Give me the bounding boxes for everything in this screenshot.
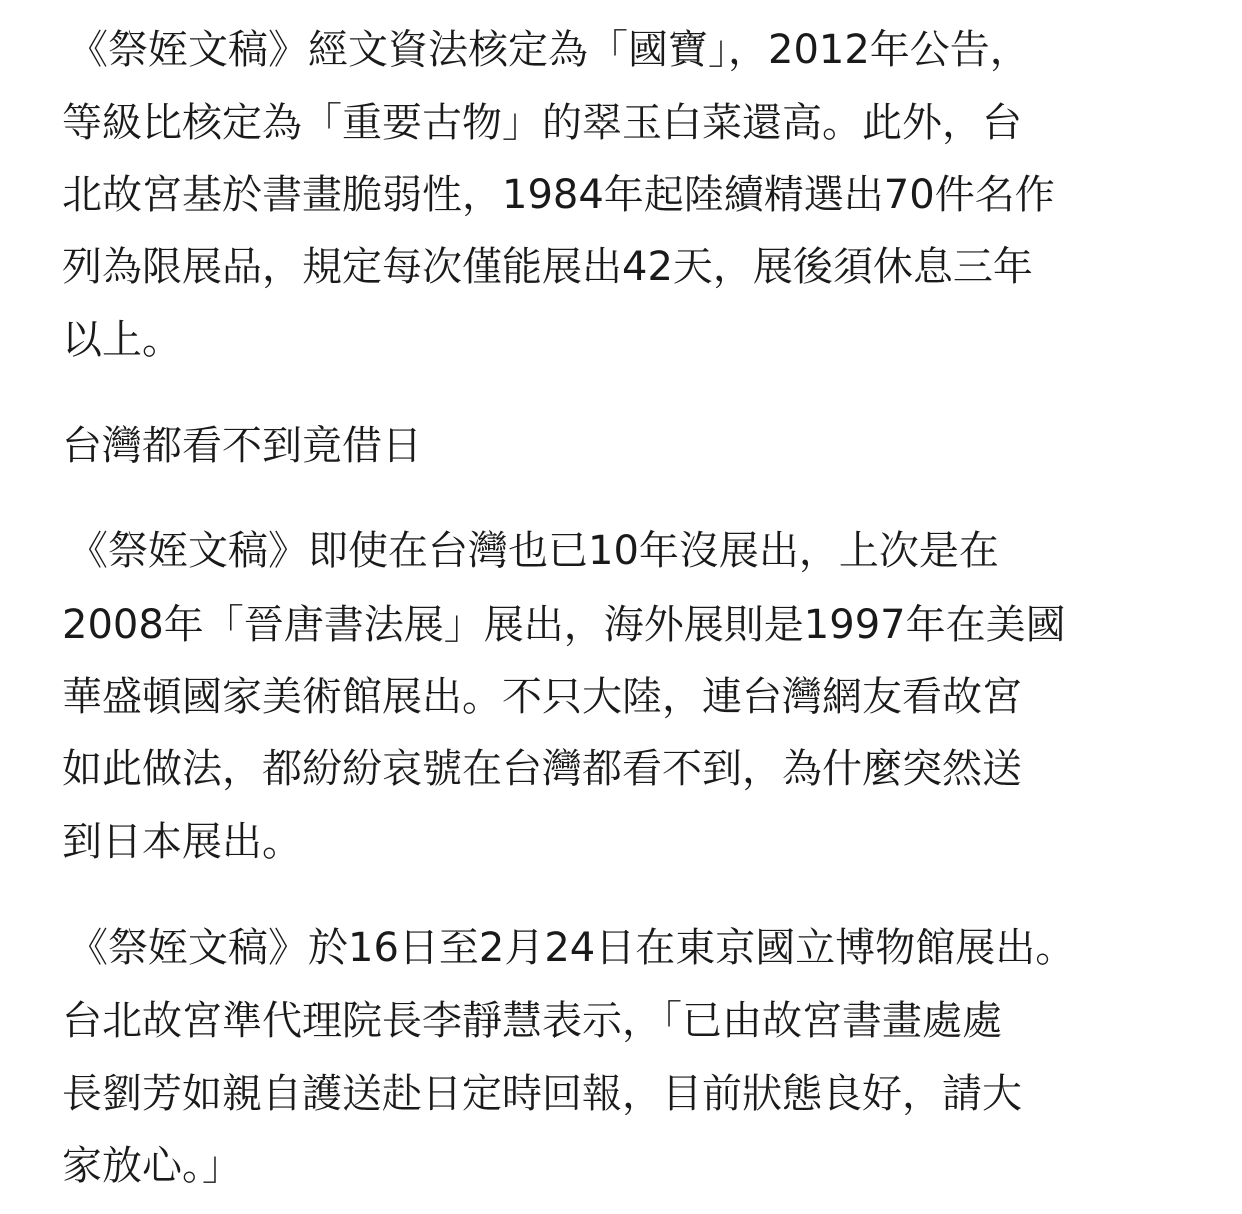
paragraph-line: 《祭姪文稿》於16日至2月24日在東京國立博物館展出。	[68, 925, 1076, 971]
paragraph-line: 如此做法，都紛紛哀號在台灣都看不到，為什麼突然送	[62, 746, 1022, 792]
paragraph-line: 華盛頓國家美術館展出。不只大陸，連台灣網友看故宮	[62, 674, 1022, 720]
paragraph-line: 到日本展出。	[62, 819, 302, 865]
paragraph-line: 列為限展品，規定每次僅能展出42天，展後須休息三年	[62, 244, 1033, 290]
paragraph-line: 2008年「晉唐書法展」展出，海外展則是1997年在美國	[62, 602, 1066, 648]
paragraph-line: 長劉芳如親自護送赴日定時回報，目前狀態良好，請大	[62, 1071, 1022, 1117]
paragraph-line: 《祭姪文稿》即使在台灣也已10年沒展出，上次是在	[68, 528, 999, 574]
paragraph-line: 家放心。」	[62, 1143, 242, 1189]
paragraph-line: 《祭姪文稿》經文資法核定為「國寶」，2012年公告，	[68, 27, 1030, 73]
paragraph-line: 等級比核定為「重要古物」的翠玉白菜還高。此外，台	[62, 100, 1022, 146]
paragraph-line: 北故宮基於書畫脆弱性，1984年起陸續精選出70件名作	[62, 172, 1055, 218]
paragraph-line: 以上。	[62, 317, 182, 363]
subheading: 台灣都看不到竟借日	[62, 423, 422, 469]
paragraph-line: 台北故宮準代理院長李靜慧表示，「已由故宮書畫處處	[62, 998, 1002, 1044]
